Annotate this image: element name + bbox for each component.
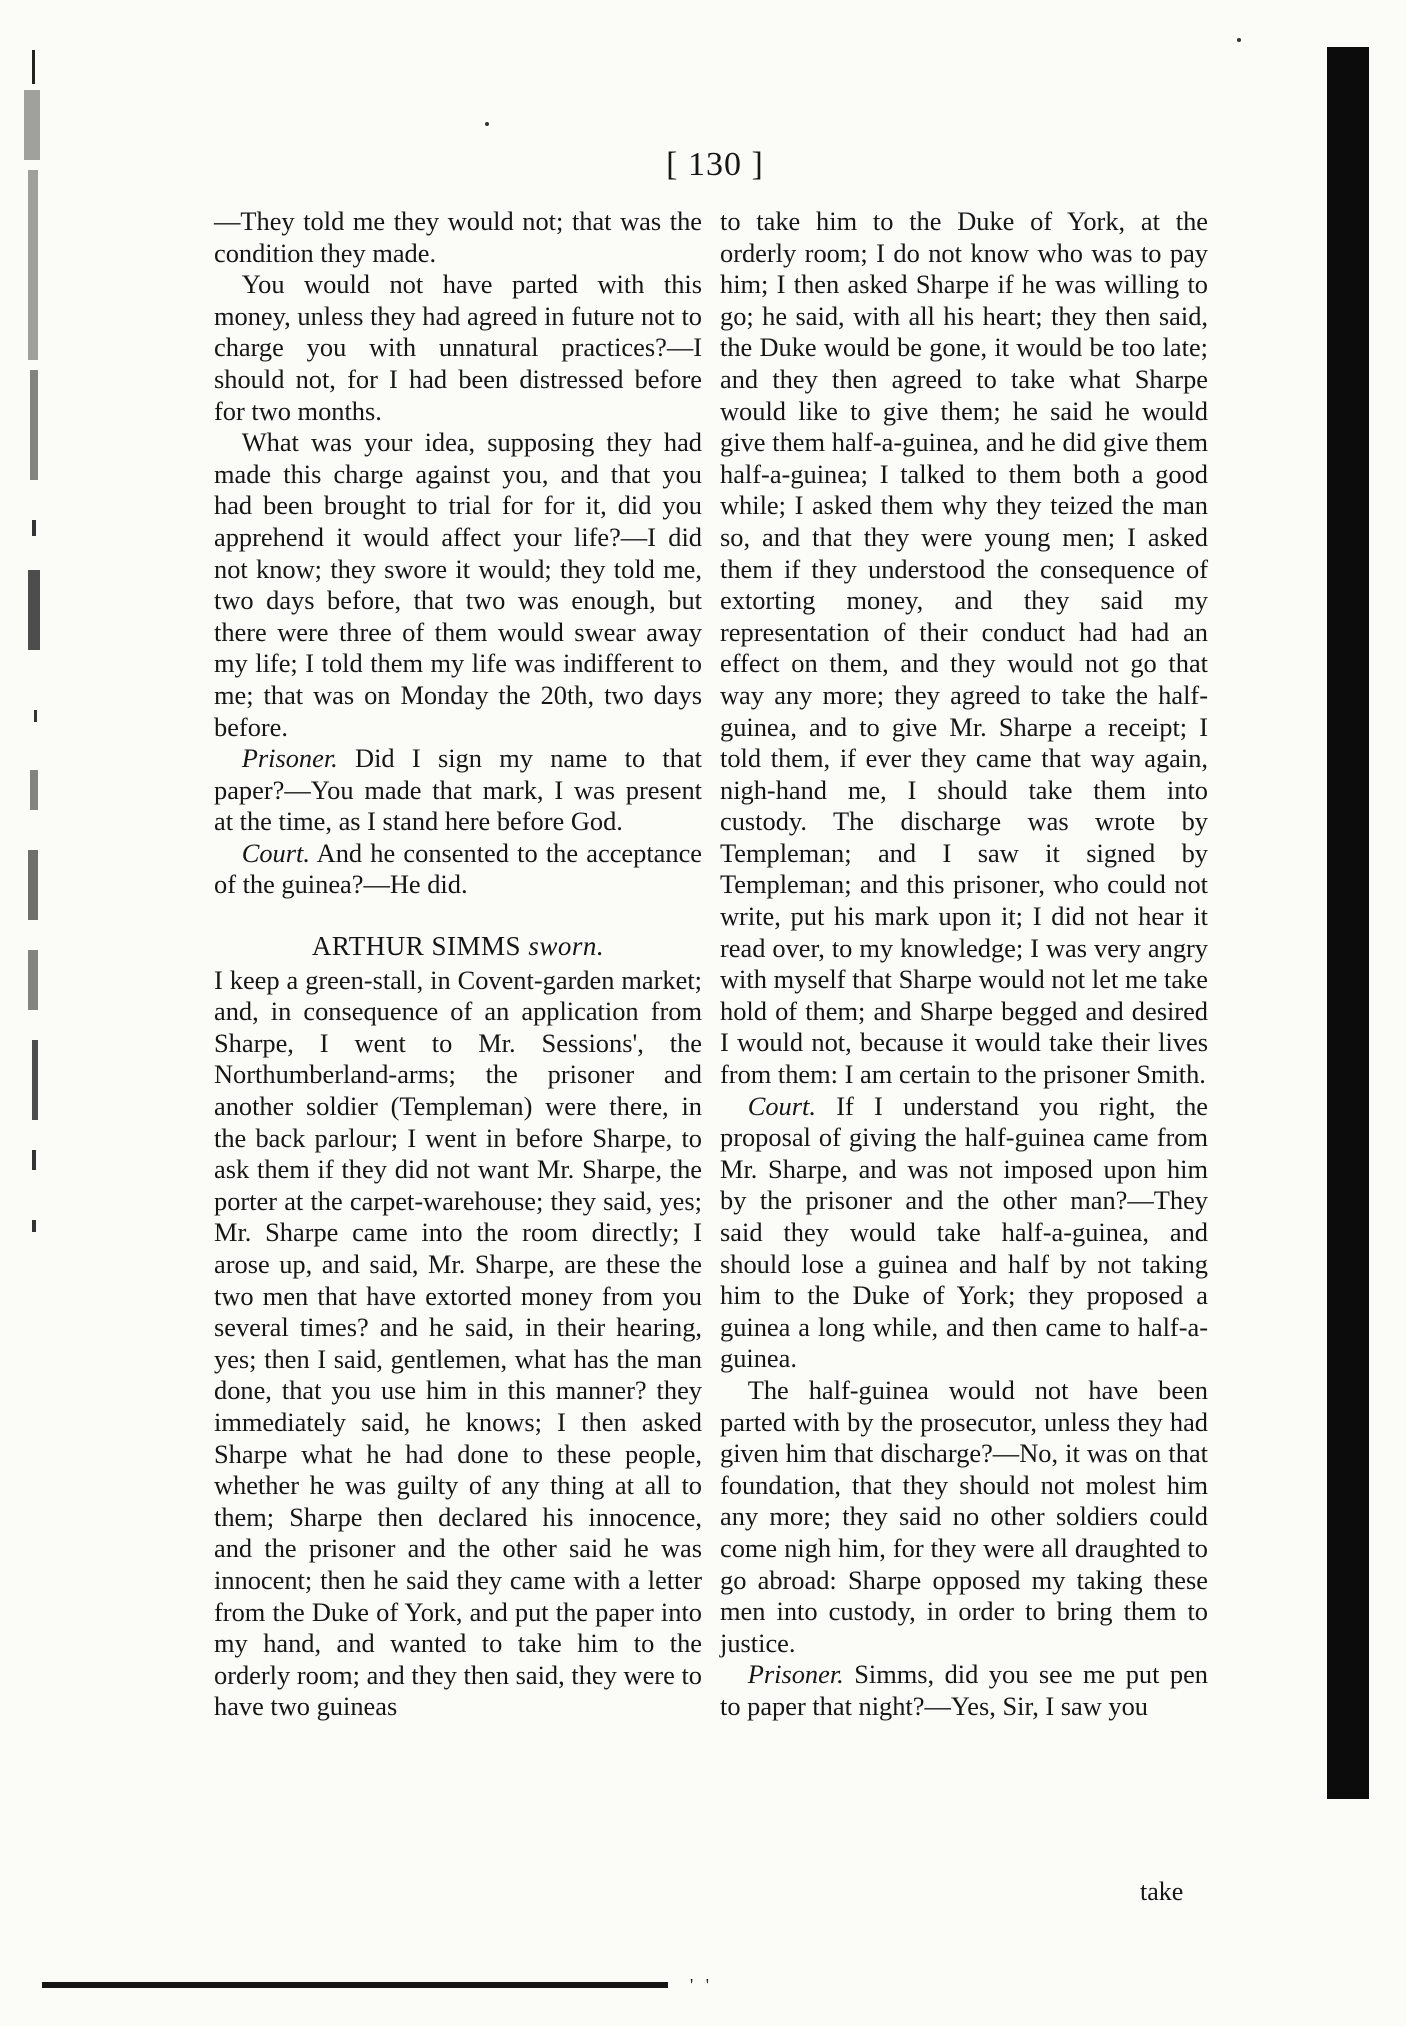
paragraph: —They told me they would not; that was the condition they made.	[214, 206, 702, 268]
paragraph: What was your idea, supposing they had made this charge against you, and that you had been brought to trial for for it, did you apprehend it would affect your life?—I did not know; they swore it would; they told me, two days before, that two was enough, but there were three of them would swear away my life; I told them my life was indifferent to me; that was on Monday the 20th, two days before.	[214, 427, 702, 742]
bottom-marks: ' '	[690, 1975, 713, 1995]
speaker-label: Prisoner.	[747, 1659, 844, 1690]
bottom-rule	[42, 1982, 668, 1988]
paragraph-text: If I understand you right, the proposal of giving the half-guinea came from Mr. Sharpe, and was not imposed upon him by the prisoner and the other man?—They said they would take half-a-guinea, and should lose a guinea and half by not taking him to the Duke of York; they proposed a guinea a long while, and then came to half-a-guinea.	[720, 1090, 1208, 1374]
left-column	[214, 206, 702, 1723]
paragraph	[214, 838, 702, 901]
paragraph	[214, 743, 702, 838]
paragraph: The half-guinea would not have been parted with by the prosecutor, unless they had given him that discharge?—No, it was on that foundation, that they should not molest him any more; they said no other soldiers could come nigh him, for they were all draughted to go abroad: Sharpe opposed my taking these men into custody, in order to bring them to justice.	[720, 1374, 1208, 1658]
scan-edge-shadow	[1327, 47, 1369, 1799]
sworn-label: sworn.	[528, 931, 605, 962]
paragraph-text: Simms, did you see me put pen to paper that night?—Yes, Sir, I saw you	[720, 1659, 1208, 1721]
paragraph: You would not have parted with this money, unless they had agreed in future not to charge you with unnatural practices?—I should not, for I had been distressed before for two months.	[214, 269, 702, 426]
right-column	[720, 206, 1208, 1723]
witness-heading	[214, 931, 702, 963]
witness-name: ARTHUR SIMMS	[311, 931, 522, 962]
paragraph: to take him to the Duke of York, at the orderly room; I do not know who was to pay him; I then asked Sharpe if he was willing to go; he said, with all his heart; they then said, the Duke would be gone, it would be too late; and they then agreed to take what Sharpe would like to give them; he said he would give them half-a-guinea, and he did give them half-a-guinea; I talked to them both a good while; I asked them why they teized the man so, and that they were young men; I asked them if they understood the consequence of extorting money, and they said my representation of their conduct had had an effect on them, and they would not go that way any more; they agreed to take the half-guinea, and to give Mr. Sharpe a receipt; I told them, if ever they came that way again, nigh-hand me, I should take them into custody. The discharge was wrote by Templeman; and I saw it signed by Templeman; and this prisoner, who could not write, put his mark upon it; I did not hear it read over, to my knowledge; I was very angry with myself that Sharpe would not let me take hold of them; and Sharpe begged and desired I would not, because it would take their lives from them: I am certain to the prisoner Smith.	[720, 206, 1208, 1090]
speaker-label: Court.	[241, 837, 310, 868]
paragraph	[720, 1091, 1208, 1375]
scan-margin-speckle	[18, 50, 48, 1290]
paragraph-text: And he consented to the acceptance of the guinea?—He did.	[214, 837, 702, 900]
scan-dot	[485, 122, 489, 126]
catchword: take	[1140, 1877, 1184, 1906]
speaker-label: Prisoner.	[241, 743, 338, 774]
speaker-label: Court.	[747, 1090, 816, 1121]
paragraph-text: Did I sign my name to that paper?—You made that mark, I was present at the time, as I stand here before God.	[214, 743, 702, 837]
paragraph: I keep a green-stall, in Covent-garden market; and, in consequence of an application from Sharpe, I went to Mr. Sessions', the Northumberland-arms; the prisoner and another soldier (Templeman) were there, in the back parlour; I went in before Sharpe, to ask them if they did not want Mr. Sharpe, the porter at the carpet-warehouse; they said, yes; Mr. Sharpe came into the room directly; I arose up, and said, Mr. Sharpe, are these the two men that have extorted money from you several times? and he said, in their hearing, yes; then I said, gentlemen, what has the man done, that you use him in this manner? they immediately said, he knows; I then asked Sharpe what he had done to these people, whether he was guilty of any thing at all to them; Sharpe then declared his innocence, and the prisoner and the other said he was innocent; then he said they came with a letter from the Duke of York, and put the paper into my hand, and wanted to take him to the orderly room; and they then said, they were to have two guineas	[214, 964, 702, 1722]
page-number: [ 130 ]	[666, 146, 764, 183]
paragraph	[720, 1659, 1208, 1722]
scan-dot	[1237, 38, 1241, 42]
